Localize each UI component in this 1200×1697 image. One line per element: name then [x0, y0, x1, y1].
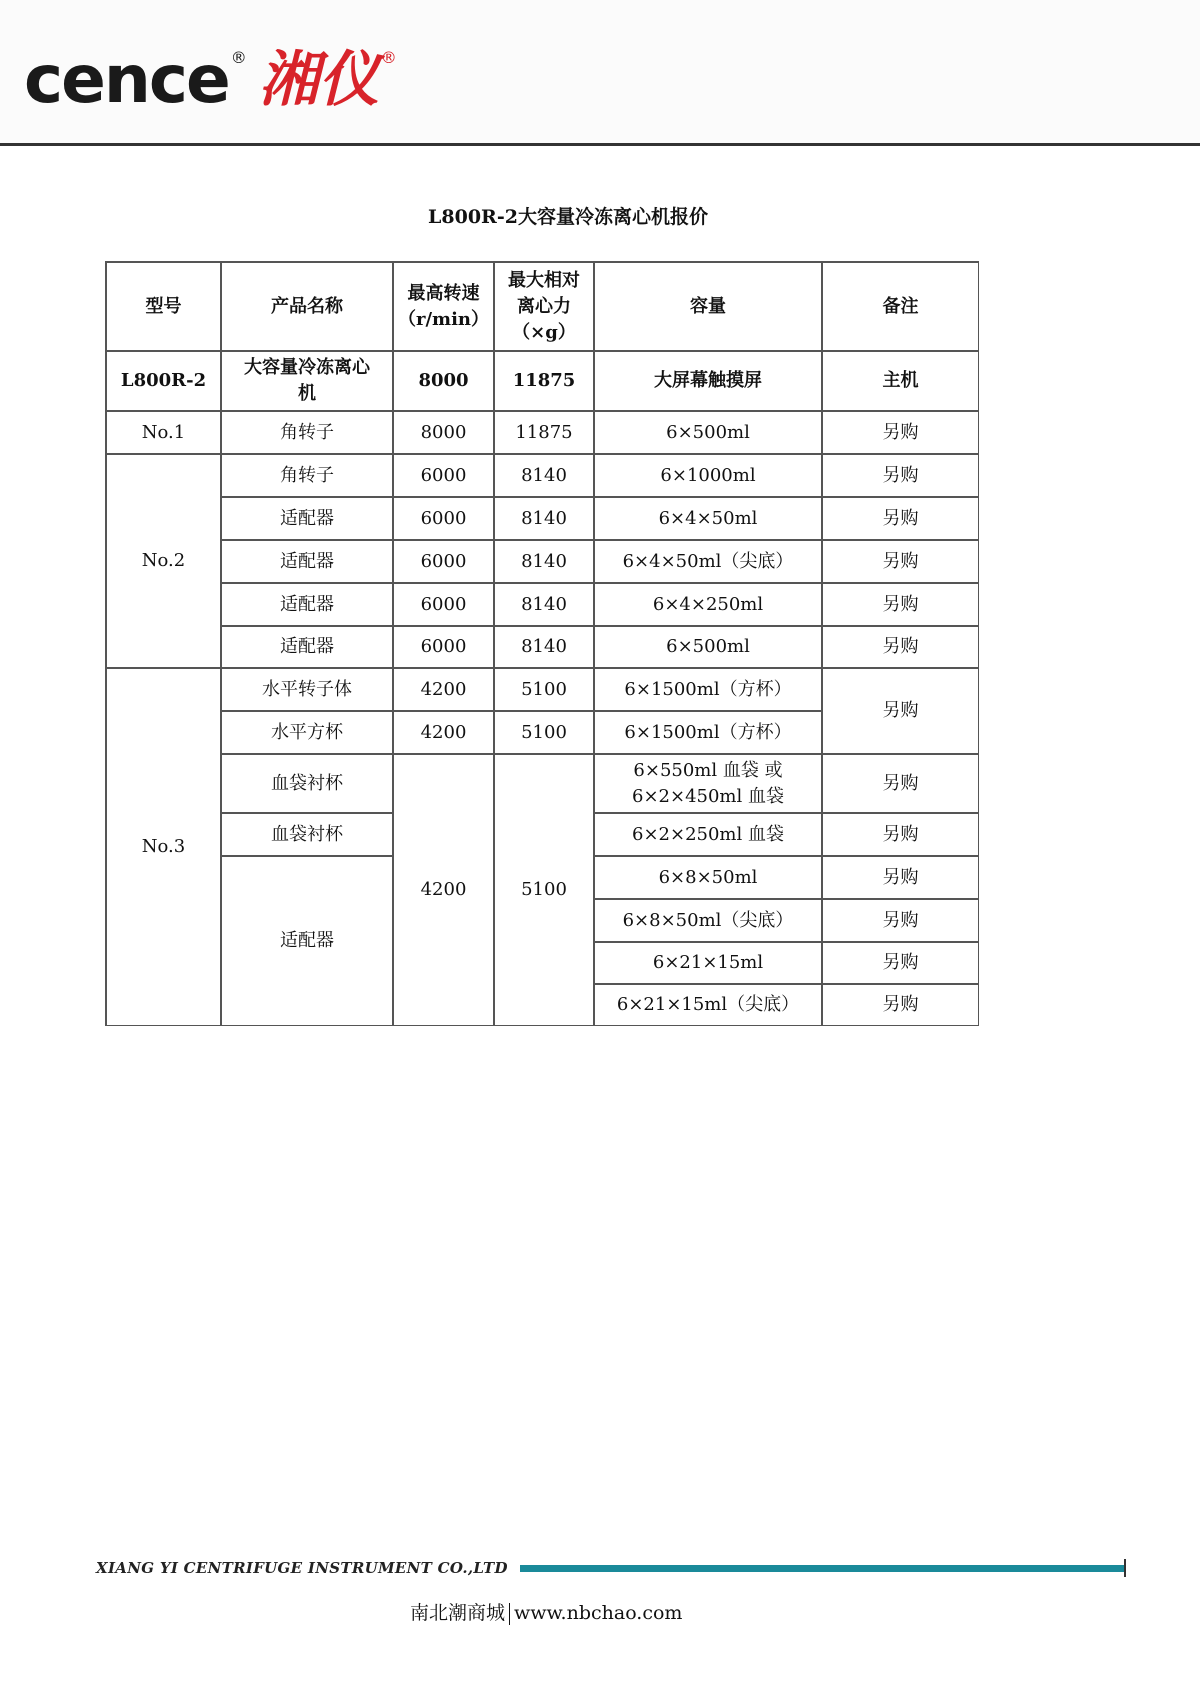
cell-rcf: 8140 [494, 540, 594, 583]
cell-rcf: 11875 [494, 411, 594, 454]
page-header [0, 0, 1200, 144]
header-cell-speed: 最高转速 （r/min） [393, 262, 494, 351]
cell-speed: 4200 [393, 711, 494, 754]
cell-model: No.1 [106, 411, 221, 454]
cell-name: 大容量冷冻离心 机 [221, 351, 393, 411]
cell-speed: 6000 [393, 583, 494, 626]
cell-speed: 8000 [393, 351, 494, 411]
cell-speed: 4200 [393, 668, 494, 711]
cell-rcf-merged: 5100 [494, 754, 594, 1026]
cell-note: 另购 [822, 411, 979, 454]
cell-name: 适配器 [221, 540, 393, 583]
footer-company-name: XIANG YI CENTRIFUGE INSTRUMENT CO.,LTD [96, 1559, 508, 1577]
cell-capacity: 6×21×15ml [594, 942, 822, 984]
brand-logo [24, 40, 397, 120]
cell-model-group-2: No.2 [106, 454, 221, 668]
cell-capacity: 大屏幕触摸屏 [594, 351, 822, 411]
cell-capacity: 6×21×15ml（尖底） [594, 984, 822, 1026]
cell-speed: 6000 [393, 626, 494, 668]
cell-name: 适配器 [221, 626, 393, 668]
footer-site-url[interactable]: www.nbchao.com [514, 1602, 683, 1624]
header-cell-capacity: 容量 [594, 262, 822, 351]
cell-capacity: 6×8×50ml [594, 856, 822, 899]
cell-note: 另购 [822, 583, 979, 626]
header-cell-note: 备注 [822, 262, 979, 351]
cell-note: 另购 [822, 813, 979, 856]
cell-capacity: 6×550ml 血袋 或 6×2×450ml 血袋 [594, 754, 822, 813]
cell-rcf: 8140 [494, 583, 594, 626]
footer-bar-end [1124, 1559, 1126, 1577]
cell-note: 主机 [822, 351, 979, 411]
cell-name: 血袋衬杯 [221, 754, 393, 813]
cell-model-group-3: No.3 [106, 668, 221, 1026]
cell-name: 角转子 [221, 454, 393, 497]
cell-speed: 6000 [393, 497, 494, 540]
cell-name: 角转子 [221, 411, 393, 454]
cell-note: 另购 [822, 497, 979, 540]
cell-model: L800R-2 [106, 351, 221, 411]
cell-rcf: 11875 [494, 351, 594, 411]
header-cell-name: 产品名称 [221, 262, 393, 351]
cell-note: 另购 [822, 899, 979, 942]
cell-note: 另购 [822, 754, 979, 813]
cell-capacity: 6×8×50ml（尖底） [594, 899, 822, 942]
cell-rcf: 5100 [494, 668, 594, 711]
cell-name: 适配器 [221, 497, 393, 540]
cell-rcf: 8140 [494, 497, 594, 540]
registered-mark-2: ® [380, 48, 397, 67]
cell-speed: 8000 [393, 411, 494, 454]
cell-note: 另购 [822, 540, 979, 583]
cell-capacity: 6×1500ml（方杯） [594, 711, 822, 754]
cell-note: 另购 [822, 942, 979, 984]
cell-rcf: 8140 [494, 626, 594, 668]
cell-speed: 6000 [393, 454, 494, 497]
footer-site-name: 南北潮商城 [410, 1602, 506, 1624]
cell-capacity: 6×500ml [594, 626, 822, 668]
cell-note: 另购 [822, 856, 979, 899]
price-table [105, 261, 979, 1026]
footer-separator [509, 1603, 510, 1625]
brand-cjk: 湘仪 [258, 45, 379, 115]
document-title: L800R-2大容量冷冻离心机报价 [428, 206, 708, 228]
cell-capacity: 6×1000ml [594, 454, 822, 497]
cell-capacity: 6×2×250ml 血袋 [594, 813, 822, 856]
header-rule [0, 143, 1200, 146]
cell-name-merged: 适配器 [221, 856, 393, 1026]
cell-note: 另购 [822, 984, 979, 1026]
header-cell-model: 型号 [106, 262, 221, 351]
cell-capacity: 6×4×250ml [594, 583, 822, 626]
cell-note: 另购 [822, 454, 979, 497]
cell-capacity: 6×4×50ml [594, 497, 822, 540]
cell-capacity: 6×1500ml（方杯） [594, 668, 822, 711]
cell-speed: 6000 [393, 540, 494, 583]
brand-latin: cence [24, 41, 229, 118]
cell-note: 另购 [822, 626, 979, 668]
cell-speed-merged: 4200 [393, 754, 494, 1026]
cell-capacity: 6×500ml [594, 411, 822, 454]
cell-rcf: 5100 [494, 711, 594, 754]
cell-name: 血袋衬杯 [221, 813, 393, 856]
footer-site [410, 1598, 682, 1625]
cell-rcf: 8140 [494, 454, 594, 497]
header-cell-rcf: 最大相对 离心力 （×g） [494, 262, 594, 351]
cell-capacity: 6×4×50ml（尖底） [594, 540, 822, 583]
footer-accent-bar [520, 1565, 1124, 1572]
cell-name: 水平方杯 [221, 711, 393, 754]
cell-name: 水平转子体 [221, 668, 393, 711]
cell-name: 适配器 [221, 583, 393, 626]
registered-mark: ® [230, 48, 247, 67]
cell-note-merged: 另购 [822, 668, 979, 754]
